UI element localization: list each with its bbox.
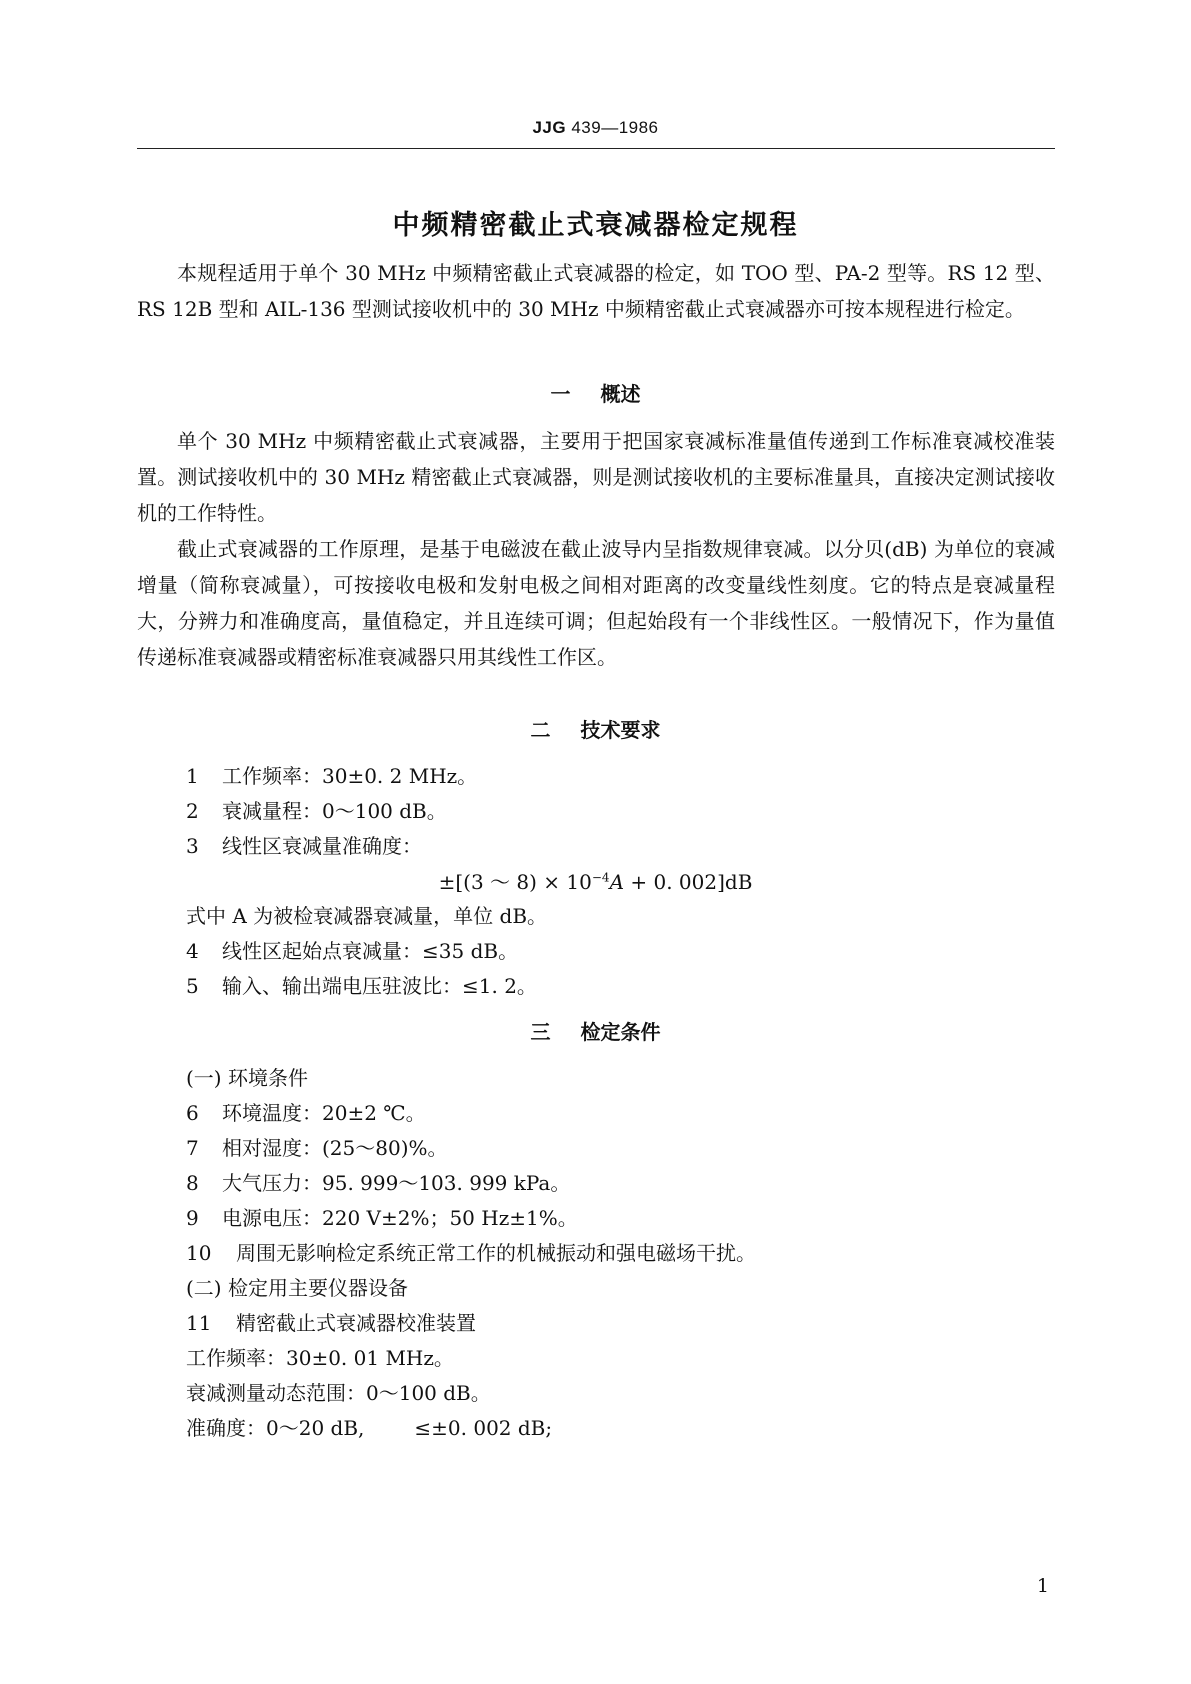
standard-prefix: JJG (532, 118, 567, 137)
list-item (186, 971, 537, 1001)
section-number: 三 (530, 1020, 551, 1044)
accuracy-value: ≤±0. 002 dB; (414, 1416, 553, 1440)
item-number: 6 (186, 1101, 199, 1125)
item-number: 3 (186, 834, 199, 858)
subsection-heading: (一) 环境条件 (186, 1066, 308, 1090)
running-header (0, 118, 1191, 138)
header-rule (137, 148, 1055, 149)
formula-note: 式中 A 为被检衰减器衰减量，单位 dB。 (186, 904, 548, 928)
item-number: 9 (186, 1206, 199, 1230)
item-number: 8 (186, 1171, 199, 1195)
spec-line: 工作频率：30±0. 01 MHz。 (186, 1346, 454, 1370)
item-number: 1 (186, 764, 199, 788)
standard-number: 439—1986 (566, 118, 659, 137)
section-title: 检定条件 (580, 1020, 661, 1044)
formula-part: + 0. 002]dB (624, 870, 753, 894)
item-text: 大气压力：95. 999～103. 999 kPa。 (222, 1171, 571, 1195)
item-text: 环境温度：20±2 ℃。 (222, 1101, 426, 1125)
overview-paragraph-2: 截止式衰减器的工作原理，是基于电磁波在截止波导内呈指数规律衰减。以分贝(dB) 为单位的衰减增量（简称衰减量），可按接收电极和发射电极之间相对距离的改变量线性刻度。它的特点是衰减量程大，分辨力和准确度高，量值稳定，并且连续可调；但起始段有一个非线性区。一般情况下，作为量值传递标准衰减器或精密标准衰减器只用其线性工作区。 (137, 537, 1055, 669)
page-number: 1 (1036, 1575, 1049, 1597)
list-item (186, 796, 447, 826)
item-number: 2 (186, 799, 199, 823)
section-heading-2 (0, 714, 1191, 743)
list-item (186, 761, 477, 791)
list-item (186, 1133, 448, 1163)
item-text: 相对湿度：(25～80)%。 (222, 1136, 448, 1160)
spec-line: 衰减测量动态范围：0～100 dB。 (186, 1381, 491, 1405)
item-number: 11 (186, 1311, 212, 1335)
list-item (186, 1098, 426, 1128)
item-text: 电源电压：220 V±2%；50 Hz±1%。 (222, 1206, 578, 1230)
list-item (186, 831, 422, 861)
subsection-heading: (二) 检定用主要仪器设备 (186, 1276, 408, 1300)
item-text: 输入、输出端电压驻波比：≤1. 2。 (222, 974, 537, 998)
item-text: 衰减量程：0～100 dB。 (222, 799, 447, 823)
list-item (186, 1203, 578, 1233)
section-heading-1 (0, 378, 1191, 407)
list-item (186, 936, 518, 966)
item-text: 工作频率：30±0. 2 MHz。 (222, 764, 478, 788)
list-item (186, 1168, 570, 1198)
accuracy-formula (0, 866, 1191, 895)
item-number: 10 (186, 1241, 212, 1265)
formula-part: ±[(3 ～ 8) × 10 (438, 870, 592, 894)
section-title: 概述 (600, 382, 641, 406)
intro-paragraph: 本规程适用于单个 30 MHz 中频精密截止式衰减器的检定，如 TOO 型、PA-2 型等。RS 12 型、RS 12B 型和 AIL-136 型测试接收机中的 30 MHz 中频精密截止式衰减器亦可按本规程进行检定。 (137, 261, 1055, 321)
spec-line (186, 1413, 552, 1443)
section-number: 二 (530, 718, 551, 742)
list-item (186, 1308, 476, 1338)
overview-paragraph-1: 单个 30 MHz 中频精密截止式衰减器，主要用于把国家衰减标准量值传递到工作标准衰减校准装置。测试接收机中的 30 MHz 精密截止式衰减器，则是测试接收机的主要标准量具，直接决定测试接收机的工作特性。 (137, 429, 1055, 525)
item-text: 周围无影响检定系统正常工作的机械振动和强电磁场干扰。 (236, 1241, 756, 1265)
section-title: 技术要求 (580, 718, 661, 742)
accuracy-label: 准确度：0～20 dB, (186, 1416, 365, 1440)
document-title: 中频精密截止式衰减器检定规程 (392, 210, 799, 241)
item-number: 5 (186, 974, 199, 998)
section-heading-3 (0, 1016, 1191, 1045)
item-text: 线性区起始点衰减量：≤35 dB。 (222, 939, 519, 963)
item-text: 线性区衰减量准确度： (222, 834, 422, 858)
formula-exponent: −4 (591, 870, 610, 885)
item-number: 4 (186, 939, 199, 963)
formula-variable: A (609, 870, 625, 894)
item-text: 精密截止式衰减器校准装置 (236, 1311, 476, 1335)
section-number: 一 (550, 382, 571, 406)
item-number: 7 (186, 1136, 199, 1160)
list-item (186, 1238, 756, 1268)
